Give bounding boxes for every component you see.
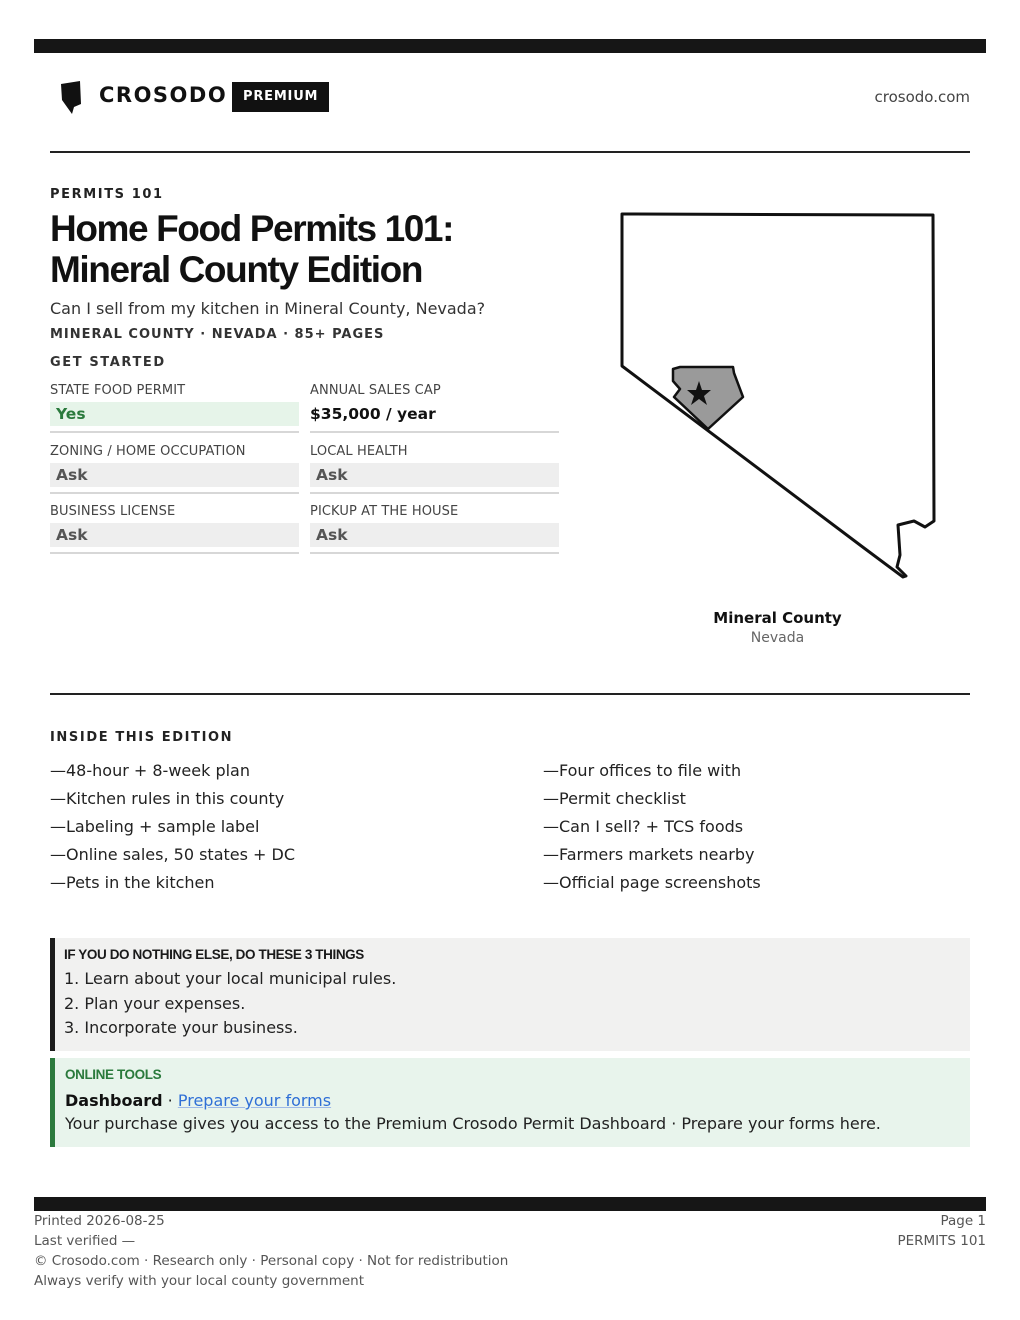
list-item: —Four offices to file with (543, 761, 742, 780)
county-map (610, 205, 950, 590)
section-eyebrow: PERMITS 101 (50, 187, 164, 202)
separator: · (162, 1091, 178, 1110)
step-item: 3. Incorporate your business. (64, 1018, 298, 1037)
edition-meta: MINERAL COUNTY · NEVADA · 85+ PAGES (50, 327, 385, 342)
step-item: 1. Learn about your local municipal rules. (64, 969, 397, 988)
state-outline (622, 214, 934, 577)
get-started-heading: GET STARTED (50, 355, 166, 370)
fact-business-license (50, 504, 299, 554)
fact-local-health (310, 444, 559, 494)
fact-pickup (310, 504, 559, 554)
list-item: —Labeling + sample label (50, 817, 260, 836)
footer-section: PERMITS 101 (897, 1233, 986, 1249)
fact-label: ANNUAL SALES CAP (310, 383, 441, 398)
list-item: —Can I sell? + TCS foods (543, 817, 744, 836)
online-tools-title: ONLINE TOOLS (65, 1067, 162, 1082)
dashboard-label: Dashboard (65, 1091, 163, 1110)
divider (50, 693, 970, 695)
page-subtitle: Can I sell from my kitchen in Mineral County, Nevada? (50, 299, 486, 318)
map-state-name: Nevada (750, 630, 805, 646)
inside-list-right (543, 757, 761, 897)
footer-copyright: © Crosodo.com · Research only · Personal copy · Not for redistribution (34, 1253, 509, 1269)
three-things-box (50, 938, 970, 1051)
footer-printed: Printed 2026-08-25 (34, 1213, 165, 1229)
fact-value: Ask (310, 523, 559, 547)
site-url[interactable]: crosodo.com (874, 88, 970, 106)
page-title: Home Food Permits 101: Mineral County Edition (50, 208, 454, 290)
fact-value: Ask (310, 463, 559, 487)
fact-label: PICKUP AT THE HOUSE (310, 504, 459, 519)
top-bar (34, 39, 986, 53)
three-things-title: IF YOU DO NOTHING ELSE, DO THESE 3 THINGS (64, 947, 364, 962)
fact-label: BUSINESS LICENSE (50, 504, 176, 519)
tools-line (65, 1090, 970, 1111)
prepare-forms-link[interactable]: Prepare your forms (177, 1091, 332, 1110)
list-item: —Kitchen rules in this county (50, 789, 285, 808)
list-item: —48-hour + 8-week plan (50, 761, 250, 780)
list-item: —Permit checklist (543, 789, 686, 808)
brand-name: CROSODO (99, 83, 228, 107)
inside-list-left (50, 757, 295, 897)
footer-page-number: Page 1 (940, 1213, 986, 1229)
fact-state-food-permit (50, 383, 299, 433)
fact-value: Ask (50, 523, 299, 547)
fact-value: Yes (50, 402, 299, 426)
fact-label: STATE FOOD PERMIT (50, 383, 186, 398)
fact-zoning (50, 444, 299, 494)
list-item: —Farmers markets nearby (543, 845, 755, 864)
list-item: —Official page screenshots (543, 873, 761, 892)
footer-verified: Last verified — (34, 1233, 136, 1249)
step-item: 2. Plan your expenses. (64, 993, 246, 1013)
tools-description: Your purchase gives you access to the Premium Crosodo Permit Dashboard · Prepare your forms here. (65, 1114, 881, 1133)
fact-value: $35,000 / year (310, 405, 436, 423)
fact-label: LOCAL HEALTH (310, 444, 408, 459)
bottom-bar (34, 1197, 986, 1211)
fact-value: Ask (50, 463, 299, 487)
nevada-shape-icon (60, 80, 82, 114)
list-item: —Pets in the kitchen (50, 873, 215, 892)
fact-annual-sales-cap (310, 383, 559, 433)
footer-disclaimer: Always verify with your local county government (34, 1273, 364, 1289)
online-tools-box (50, 1058, 970, 1147)
inside-heading: INSIDE THIS EDITION (50, 730, 234, 745)
fact-label: ZONING / HOME OCCUPATION (50, 444, 246, 459)
premium-badge: PREMIUM (232, 82, 329, 112)
list-item: —Online sales, 50 states + DC (50, 845, 296, 864)
header (50, 78, 970, 118)
divider (50, 151, 970, 153)
map-county-name: Mineral County (713, 609, 842, 627)
